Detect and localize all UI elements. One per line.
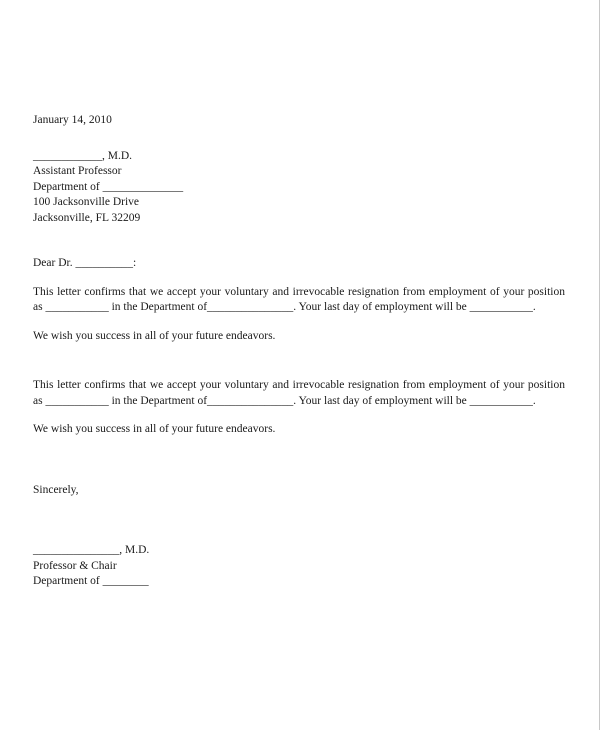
body-paragraph-4: We wish you success in all of your future endeavors.: [33, 423, 276, 435]
signature-block: [33, 543, 565, 590]
body-paragraph-3: This letter confirms that we accept your voluntary and irrevocable resignation from employment of your position as ___________ in the Department of_______________. Your last day of employment will be ___________.: [33, 379, 565, 407]
letter-date: January 14, 2010: [33, 114, 112, 126]
signature-title: Professor & Chair: [33, 559, 117, 572]
recipient-address-block: [33, 149, 565, 227]
recipient-name: ____________, M.D.: [33, 149, 133, 162]
signature-name: _______________, M.D.: [33, 544, 150, 556]
letter-body: [33, 113, 565, 590]
signature-department: Department of ________: [33, 575, 149, 587]
recipient-street: 100 Jacksonville Drive: [33, 196, 140, 208]
recipient-department: Department of ______________: [33, 180, 184, 193]
salutation: Dear Dr. __________:: [33, 257, 137, 269]
body-paragraph-1: This letter confirms that we accept your voluntary and irrevocable resignation from employment of your position as ___________ in the Department of_______________. Your last day of employment will be ___________.: [33, 285, 565, 313]
body-paragraph-2: We wish you success in all of your future endeavors.: [33, 329, 276, 342]
closing: Sincerely,: [33, 483, 79, 496]
recipient-city: Jacksonville, FL 32209: [33, 211, 141, 224]
recipient-title: Assistant Professor: [33, 165, 122, 177]
